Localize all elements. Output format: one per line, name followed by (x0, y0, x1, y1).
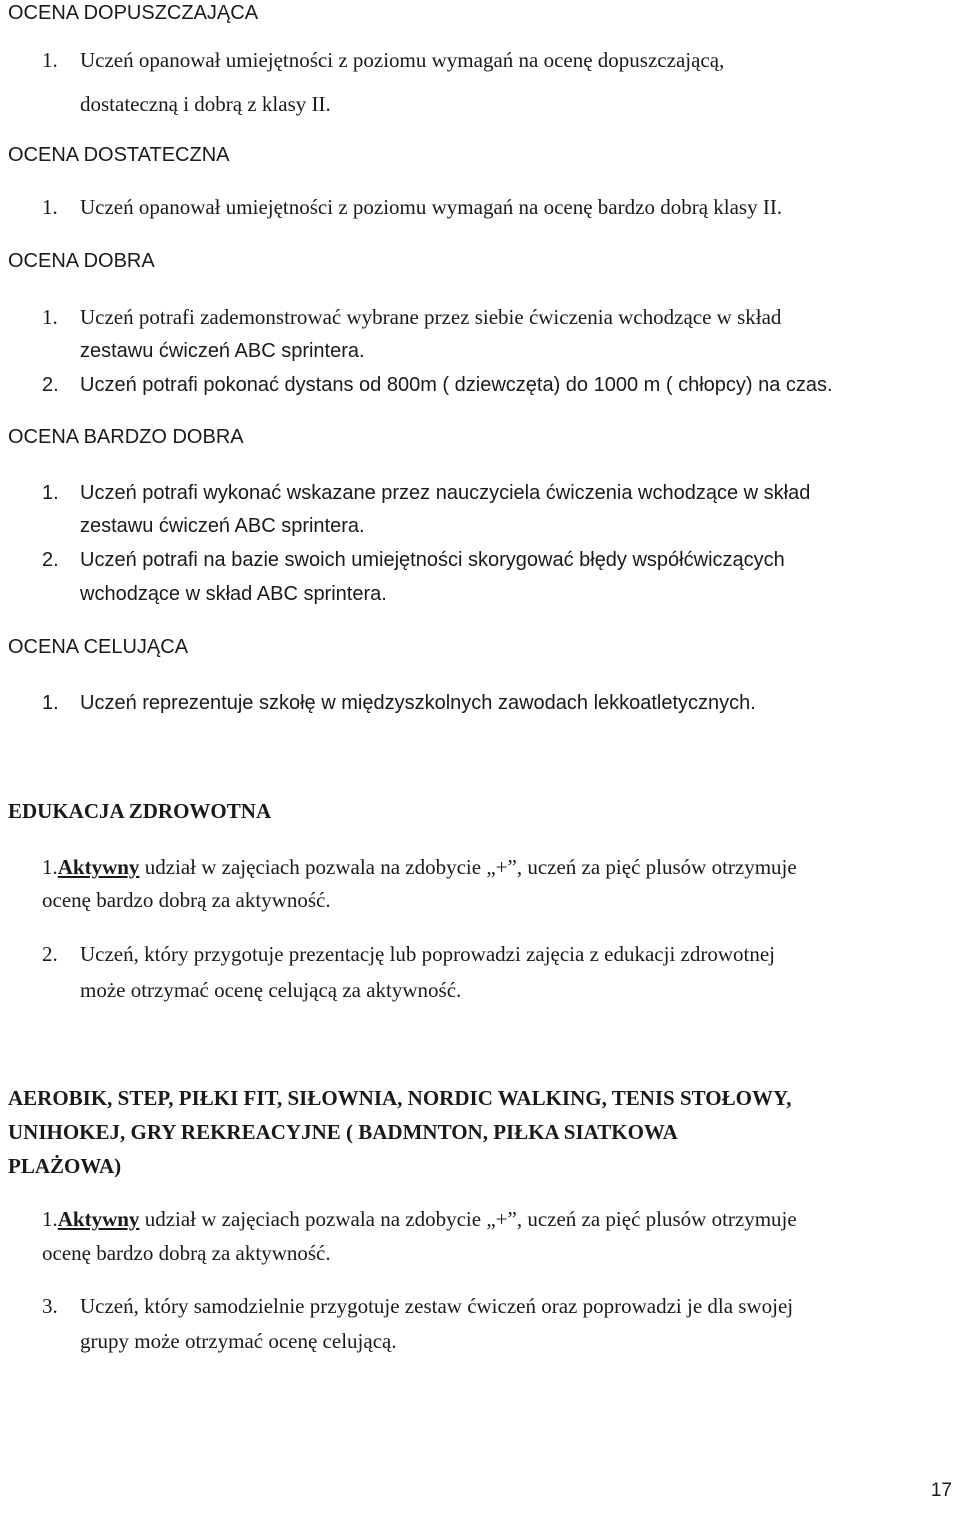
list-item-text: ocenę bardzo dobrą za aktywność. (42, 888, 331, 912)
list-item-text: Uczeń reprezentuje szkołę w międzyszkolnych zawodach lekkoatletycznych. (80, 692, 756, 714)
heading-edukacja-zdrowotna: EDUKACJA ZDROWOTNA (8, 799, 272, 823)
list-number: 1. (42, 855, 58, 879)
list-number: 1. (42, 692, 59, 714)
emphasis-aktywny: Aktywny (57, 855, 140, 879)
list-item-text: wchodzące w skład ABC sprintera. (80, 583, 387, 605)
list-number: 1. (42, 195, 58, 219)
heading-ocena-bardzo-dobra: OCENA BARDZO DOBRA (8, 426, 244, 448)
list-item-text: może otrzymać ocenę celującą za aktywność. (80, 978, 462, 1002)
heading-ocena-celujaca: OCENA CELUJĄCA (8, 636, 189, 658)
heading-sports-line: UNIHOKEJ, GRY REKREACYJNE ( BADMNTON, PIŁKA SIATKOWA (8, 1120, 678, 1144)
list-item-rest: udział w zajęciach pozwala na zdobycie „+”, uczeń za pięć plusów otrzymuje (139, 855, 797, 879)
list-number: 2. (42, 374, 59, 396)
list-number: 1. (42, 482, 59, 504)
list-item-text (42, 854, 797, 880)
list-item-text: Uczeń potrafi pokonać dystans od 800m ( dziewczęta) do 1000 m ( chłopcy) na czas. (80, 374, 833, 396)
heading-sports-line: AEROBIK, STEP, PIŁKI FIT, SIŁOWNIA, NORDIC WALKING, TENIS STOŁOWY, (8, 1086, 792, 1110)
list-item-text: grupy może otrzymać ocenę celującą. (80, 1329, 397, 1353)
list-number: 2. (42, 549, 59, 571)
list-item-text: Uczeń potrafi zademonstrować wybrane przez siebie ćwiczenia wchodzące w skład (80, 305, 782, 329)
list-number: 1. (42, 305, 58, 329)
list-item-text: Uczeń potrafi wykonać wskazane przez nauczyciela ćwiczenia wchodzące w skład (80, 482, 811, 504)
list-number: 2. (42, 942, 58, 966)
list-item-text: ocenę bardzo dobrą za aktywność. (42, 1241, 331, 1265)
list-item-text: Uczeń opanował umiejętności z poziomu wymagań na ocenę dopuszczającą, (80, 48, 725, 72)
list-number: 1. (42, 48, 58, 72)
list-item-text: Uczeń, który przygotuje prezentację lub poprowadzi zajęcia z edukacji zdrowotnej (80, 942, 776, 966)
heading-sports-line: PLAŻOWA) (8, 1154, 122, 1178)
heading-ocena-dostateczna: OCENA DOSTATECZNA (8, 144, 230, 166)
list-item-text: zestawu ćwiczeń ABC sprintera. (80, 340, 365, 362)
list-item-text: zestawu ćwiczeń ABC sprintera. (80, 515, 365, 537)
list-item-text: Uczeń potrafi na bazie swoich umiejętności skorygować błędy współćwiczących (80, 549, 785, 571)
page-number: 17 (930, 1480, 952, 1501)
list-number: 3. (42, 1294, 58, 1318)
emphasis-aktywny: Aktywny (57, 1207, 140, 1231)
list-item-text (42, 1206, 797, 1232)
list-item-rest: udział w zajęciach pozwala na zdobycie „+”, uczeń za pięć plusów otrzymuje (139, 1207, 797, 1231)
list-item-text: Uczeń, który samodzielnie przygotuje zestaw ćwiczeń oraz poprowadzi je dla swojej (80, 1294, 794, 1318)
list-item-text: dostateczną i dobrą z klasy II. (80, 92, 331, 116)
heading-ocena-dopuszczajaca: OCENA DOPUSZCZAJĄCA (8, 2, 259, 24)
heading-ocena-dobra: OCENA DOBRA (8, 250, 155, 272)
list-number: 1. (42, 1207, 58, 1231)
list-item-text: Uczeń opanował umiejętności z poziomu wymagań na ocenę bardzo dobrą klasy II. (80, 195, 783, 219)
